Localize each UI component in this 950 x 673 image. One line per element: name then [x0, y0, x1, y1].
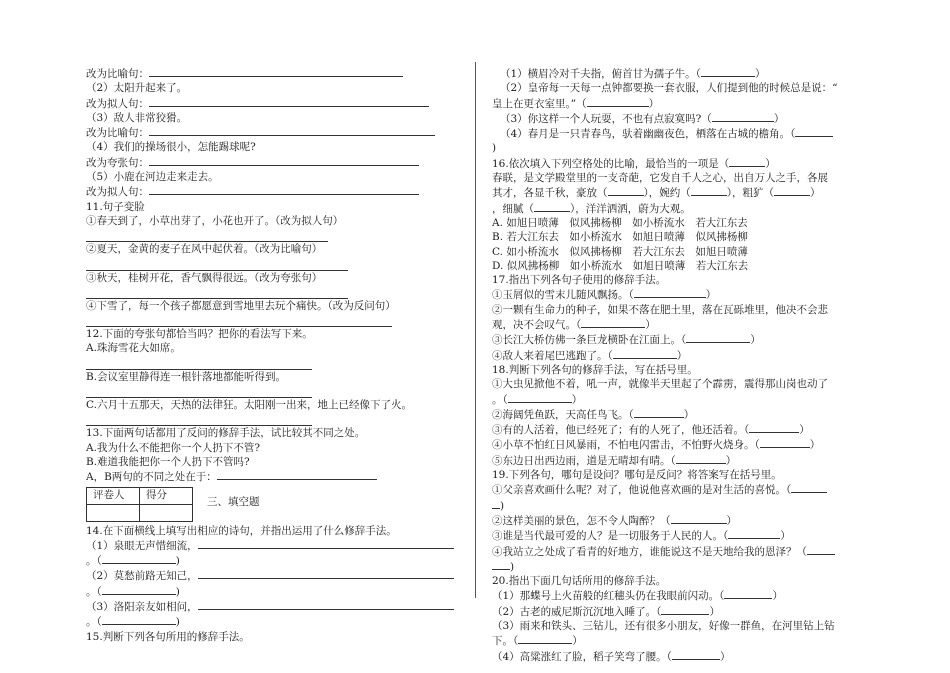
answer-line[interactable] — [86, 313, 392, 327]
answer-blank[interactable] — [671, 513, 727, 524]
answer-blank[interactable] — [686, 332, 750, 343]
answer-blank[interactable] — [149, 125, 435, 136]
text-line: 。（ ) — [86, 585, 180, 598]
text-line: 。（ ） — [492, 393, 583, 406]
answer-blank[interactable] — [492, 559, 510, 570]
answer-blank[interactable] — [634, 407, 684, 418]
points-label: 得分 — [140, 487, 193, 504]
text-line: （3）敌人非常狡猾。 — [86, 111, 188, 124]
text-line: ) — [492, 142, 497, 155]
question-title: 20.指出下面几句话所用的修辞手法。 — [492, 575, 667, 588]
text-line: （3）你这样一个人玩耍，不也有点寂寞吗?（ ） — [500, 112, 785, 125]
answer-blank[interactable] — [198, 568, 454, 579]
text-line: ④我站立之处成了看青的好地方，谁能说这不是天地给我的恩泽？（ — [492, 544, 870, 559]
answer-blank[interactable] — [102, 584, 176, 595]
question-title: 13.下面两句话都用了反问的修辞手法，试比较其不同之处。 — [86, 427, 366, 440]
answer-blank[interactable] — [634, 287, 706, 298]
text-line: ③长江大桥仿佛一条巨龙横卧在江面上。（ ） — [492, 334, 761, 347]
answer-blank[interactable] — [102, 553, 176, 564]
answer-blank[interactable] — [676, 453, 726, 464]
answer-blank[interactable] — [701, 66, 755, 77]
text-line: ③谁是当代最可爱的人？是一切服务于人民的人。（ ） — [492, 530, 791, 543]
text-line: （4）春月是一只青春鸟，驮着幽幽夜色，栖落在古城的檐角。（ — [492, 126, 870, 141]
points-cell[interactable] — [140, 504, 193, 521]
question-title: 17.指出下列各句子使用的修辞手法。 — [492, 274, 667, 287]
text-line: 改为比喻句： — [86, 66, 464, 81]
text-line: 观，决不会叹气。（ ） — [492, 319, 656, 332]
text-line: 改为比喻句： — [86, 125, 464, 140]
option-a: A. 如旭日喷薄 似风拂杨柳 如小桥流水 若大江东去 — [492, 216, 748, 229]
column-divider — [475, 62, 476, 598]
question-title: 19.下列各句，哪句是设问？哪句是反问？将答案写在括号里。 — [492, 469, 782, 482]
answer-blank[interactable] — [729, 156, 765, 167]
answer-blank[interactable] — [149, 96, 429, 107]
text-line: （2）皇帝每一天每一点钟都要换一套衣服，人们提到他的时候总是说：“ — [500, 82, 838, 95]
left-column — [86, 66, 464, 644]
question-item: A.珠海雪花大如席。 — [86, 342, 181, 355]
reviewer-label: 评卷人 — [87, 487, 140, 504]
answer-blank[interactable] — [728, 528, 780, 539]
score-table — [86, 487, 193, 522]
text-line: ④敌人来着尾巴逃跑了。（ ） — [492, 349, 688, 362]
text-line: A，B两句的不同之处在于： — [86, 469, 464, 484]
answer-line[interactable] — [86, 257, 348, 271]
text-line: 。（ ) — [86, 616, 180, 629]
question-item: B.会议室里静得连一根针落地都能听得到。 — [86, 370, 287, 383]
text-line: ②这样美丽的景色，怎不令人陶醉？（ ） — [492, 514, 737, 527]
question-title: 11.句子变脸 — [86, 200, 145, 213]
text-line: 皇上在更衣室里。”（ ） — [492, 97, 660, 110]
answer-blank[interactable] — [724, 588, 772, 599]
text-line: （1）泉眼无声惜细流， — [86, 538, 464, 553]
text-line: （5）小鹿在河边走来走去。 — [86, 171, 219, 184]
text-line: ，细腻（ ），洋洋洒洒，蔚为大观。 — [492, 202, 691, 215]
text-line: 改为夸张句： — [86, 155, 464, 170]
answer-blank[interactable] — [518, 633, 572, 644]
answer-blank[interactable] — [198, 538, 454, 549]
answer-line[interactable] — [86, 285, 348, 299]
option-d: D. 似风拂杨柳 如小桥流水 如旭日喷薄 若大江东去 — [492, 259, 749, 272]
text-line: （3）洛阳亲友如相问， — [86, 599, 464, 614]
text-line: 春联，是文学殿堂里的一支奇葩，它发自千人之心，出自万人之手，各展 — [492, 172, 828, 185]
text-line: ③有的人活着，他已经死了；有的人死了，他还活着。（ ） — [492, 424, 810, 437]
text-line: ①父亲喜欢画什么呢？对了，他说他喜欢画的是对生活的喜悦。（ — [492, 482, 870, 497]
answer-blank[interactable] — [581, 317, 645, 328]
text-line: 。（ ) — [86, 555, 180, 568]
text-line: 改为拟人句： — [86, 96, 464, 111]
question-item: C.六月十五那天，天热的法律狂。太阳刚一出来，地上已经像下了火。 — [86, 399, 412, 412]
answer-blank[interactable] — [587, 96, 649, 107]
text-line: （1）那蝶号上火苗般的红穗头仍在我眼前闪动。（ ） — [492, 590, 783, 603]
text-line: （4）我们的操场很小，怎能踢球呢? — [86, 141, 256, 154]
question-title: 14.在下面横线上填写出相应的诗句，并指出运用了什么修辞手法。 — [86, 524, 397, 537]
text-line: ④小草不怕红日风暴雨，不怕电闪雷击，不怕野火烧身。（ ） — [492, 439, 821, 452]
question-title: 15.判断下列各句所用的修辞手法。 — [86, 630, 250, 643]
question-title: 16.依次填入下列空格处的比喻，最恰当的一项是（ ） — [492, 157, 776, 170]
question-item: ②夏天，金黄的麦子在风中起伏着。（改为比喻句） — [86, 243, 323, 256]
text-line: （2）莫愁前路无知己， — [86, 568, 464, 583]
text-line: ⑤东边日出西边雨，道是无晴却有晴。（ ） — [492, 454, 737, 467]
question-title: 12.下面的夸张句都恰当吗？把你的看法写下来。 — [86, 328, 313, 341]
answer-blank[interactable] — [672, 649, 720, 660]
answer-blank[interactable] — [102, 614, 176, 625]
answer-blank[interactable] — [492, 498, 500, 509]
answer-blank[interactable] — [774, 185, 810, 196]
answer-blank[interactable] — [807, 544, 835, 555]
section-title: 三、填空题 — [207, 495, 260, 508]
answer-blank[interactable] — [749, 422, 799, 433]
right-column — [492, 66, 870, 664]
score-box — [86, 487, 464, 522]
text-line: 改为拟人句： — [86, 184, 464, 199]
text-line: ) — [492, 498, 870, 513]
text-line: ①大虫见掀他不着，吼一声，就像半天里起了个霹雳，震得那山岗也动了 — [492, 378, 828, 391]
answer-blank[interactable] — [795, 126, 833, 137]
question-item: A.我为什么不能把你一个人扔下不管? — [86, 441, 261, 454]
answer-blank[interactable] — [508, 392, 572, 403]
answer-line[interactable] — [86, 412, 312, 426]
answer-blank[interactable] — [149, 184, 419, 195]
option-b: B. 若大江东去 如小桥流水 如旭日喷薄 似风拂杨柳 — [492, 231, 748, 244]
answer-blank[interactable] — [608, 185, 644, 196]
answer-blank[interactable] — [760, 437, 810, 448]
answer-blank[interactable] — [613, 348, 677, 359]
text-line: （2）太阳升起来了。 — [86, 82, 188, 95]
text-line: （4）高粱涨红了脸，稻子笑弯了腰。（ ） — [492, 650, 731, 663]
text-line: ②一颗有生命力的种子，如果不落在肥土里，落在瓦砾堆里，他决不会悲 — [492, 303, 828, 316]
question-item: ①春天到了，小草出芽了，小花也开了。（改为拟人句） — [86, 214, 344, 227]
text-line: ②海阔凭鱼跃，天高任鸟飞。（ ） — [492, 408, 695, 421]
text-line: ) — [492, 559, 870, 574]
reviewer-cell[interactable] — [87, 504, 140, 521]
answer-line[interactable] — [86, 384, 312, 398]
option-c: C. 如小桥流水 似风拂杨柳 若大江东去 如旭日喷薄 — [492, 245, 748, 258]
text-line: （3）雨来和铁头、三钻儿，还有很多小朋友，好像一群鱼，在河里钻上钻 — [492, 619, 835, 632]
answer-line[interactable] — [86, 228, 328, 242]
answer-blank[interactable] — [149, 155, 419, 166]
answer-blank[interactable] — [217, 469, 377, 480]
answer-blank[interactable] — [534, 201, 570, 212]
answer-blank[interactable] — [149, 66, 403, 77]
answer-line[interactable] — [86, 356, 312, 370]
question-item: ③秋天，桂树开花，香气飘得很远。（改为夸张句） — [86, 271, 323, 284]
answer-blank[interactable] — [791, 482, 827, 493]
answer-blank[interactable] — [198, 599, 454, 610]
answer-blank[interactable] — [691, 185, 727, 196]
text-line: （2）古老的威尼斯沉沉地入睡了。（ ） — [492, 605, 720, 618]
text-line: 其才，各显千秋，豪放（ ），婉约（ ），粗犷（ ） — [492, 187, 821, 200]
question-title: 18.判断下列各句的修辞手法，写在括号里。 — [492, 363, 698, 376]
text-line: 下。（ ） — [492, 635, 583, 648]
text-line: （1）横眉冷对千夫指，俯首甘为孺子牛。（ ） — [500, 68, 766, 80]
text-line: ①玉屑似的雪末儿随风飘扬。（ ） — [492, 289, 717, 302]
answer-blank[interactable] — [661, 604, 709, 615]
question-item: B.难道我能把你一个人扔下不管吗? — [86, 455, 250, 468]
answer-blank[interactable] — [712, 111, 774, 122]
question-item: ④下雪了，每一个孩子都愿意到雪地里去玩个痛快。（改为反问句） — [86, 299, 396, 312]
